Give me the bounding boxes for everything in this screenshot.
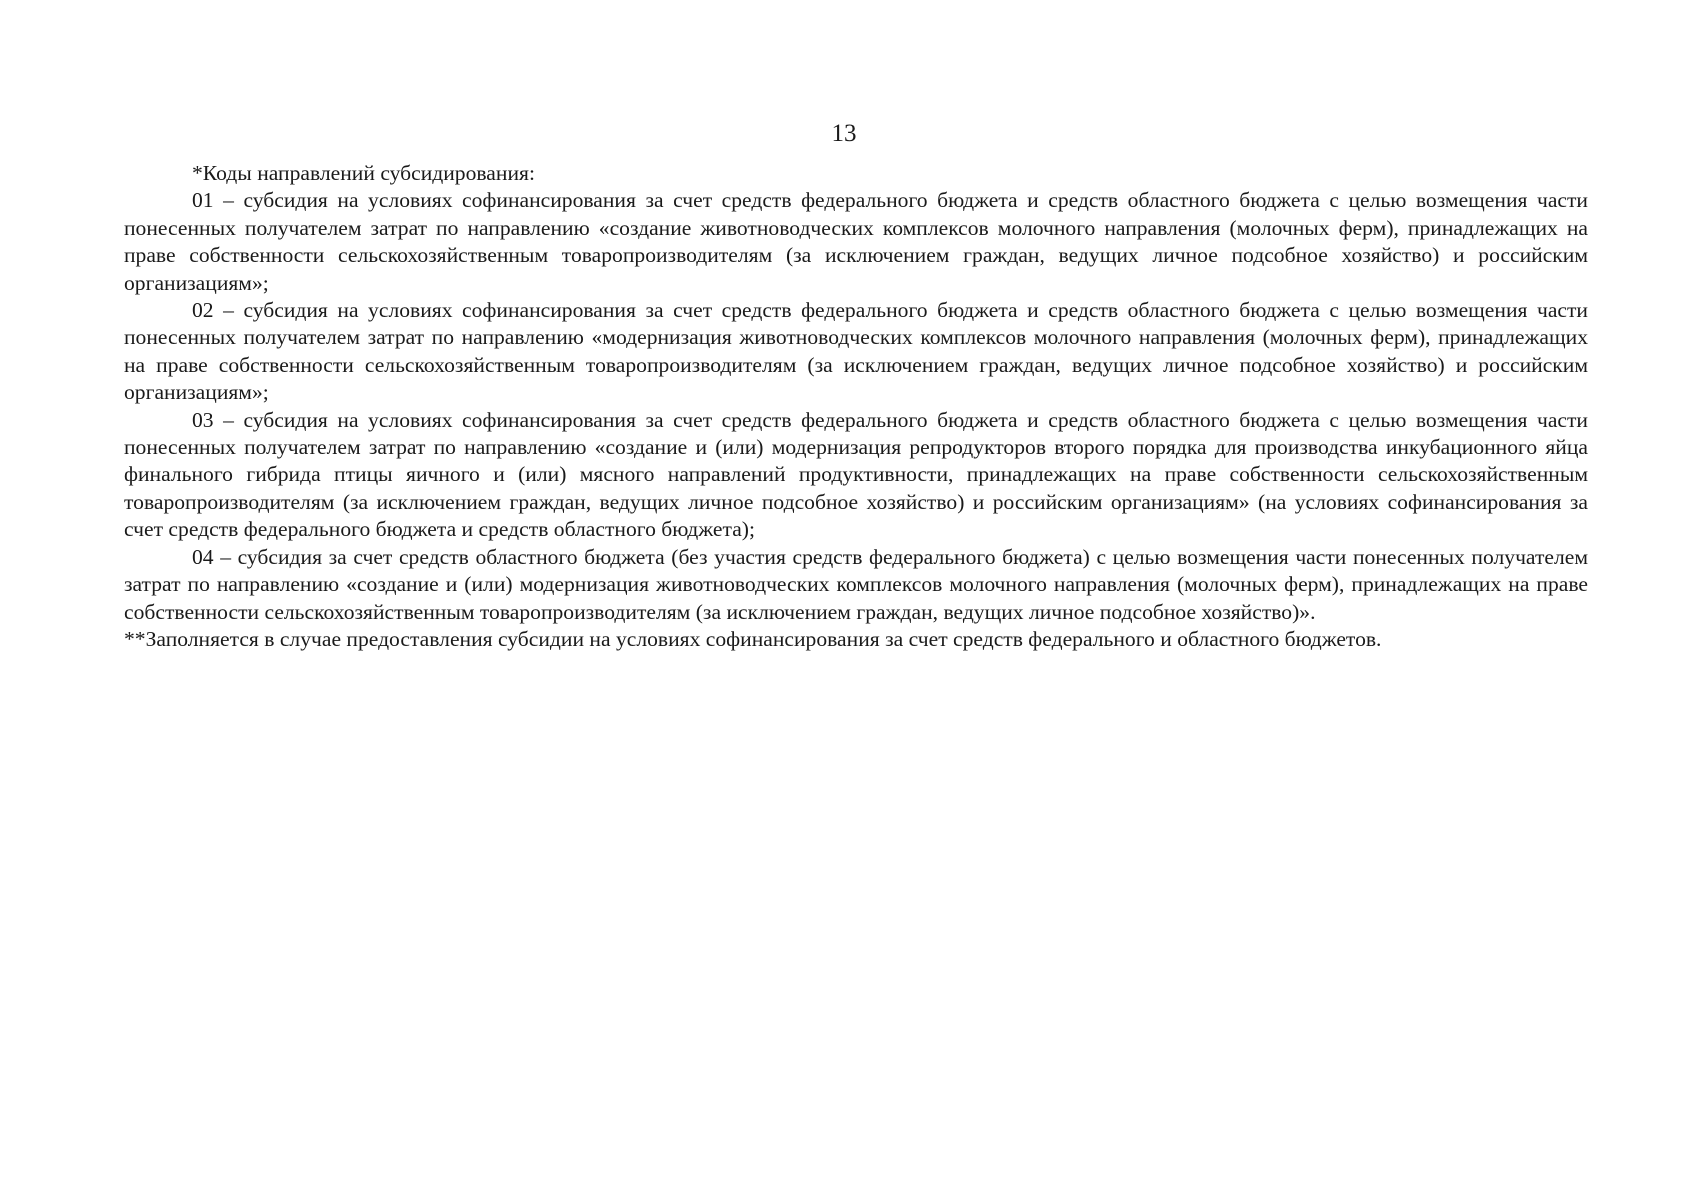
- footnote-note: **Заполняется в случае предоставления субсидии на условиях софинансирования за счет средств федерального и областного бюджетов.: [124, 626, 1382, 651]
- footnote-heading: *Коды направлений субсидирования:: [192, 161, 535, 185]
- footnote-item-04: 04 – субсидия за счет средств областного бюджета (без участия средств федерального бюджета) с целью возмещения части понесенных получателем затрат по направлению «создание и (или) модернизация животноводческих комплексов молочного направления (молочных ферм), принадлежащих на праве собственности сельскохозяйственным товаропроизводителям (за исключением граждан, ведущих личное подсобное хозяйство)».: [124, 544, 1588, 624]
- footnote-item-01: 01 – субсидия на условиях софинансирования за счет средств федерального бюджета и средств областного бюджета с целью возмещения части понесенных получателем затрат по направлению «создание животноводческих комплексов молочного направления (молочных ферм), принадлежащих на праве собственности сельскохозяйственным товаропроизводителям (за исключением граждан, ведущих личное подсобное хозяйство) и российским организациям»;: [124, 188, 1588, 295]
- footnotes-section: [124, 160, 1588, 653]
- footnote-item-02: 02 – субсидия на условиях софинансирования за счет средств федерального бюджета и средств областного бюджета с целью возмещения части понесенных получателем затрат по направлению «модернизация животноводческих комплексов молочного направления (молочных ферм), принадлежащих на праве собственности сельскохозяйственным товаропроизводителям (за исключением граждан, ведущих личное подсобное хозяйство) и российским организациям»;: [124, 298, 1588, 405]
- page-number: 13: [831, 120, 857, 147]
- footnote-item-03: 03 – субсидия на условиях софинансирования за счет средств федерального бюджета и средств областного бюджета с целью возмещения части понесенных получателем затрат по направлению «создание и (или) модернизация репродукторов второго порядка для производства инкубационного яйца финального гибрида птицы яичного и (или) мясного направлений продуктивности, принадлежащих на праве собственности сельскохозяйственным товаропроизводителям (за исключением граждан, ведущих личное подсобное хозяйство) и российским организациям» (на условиях софинансирования за счет средств федерального бюджета и средств областного бюджета);: [124, 407, 1588, 542]
